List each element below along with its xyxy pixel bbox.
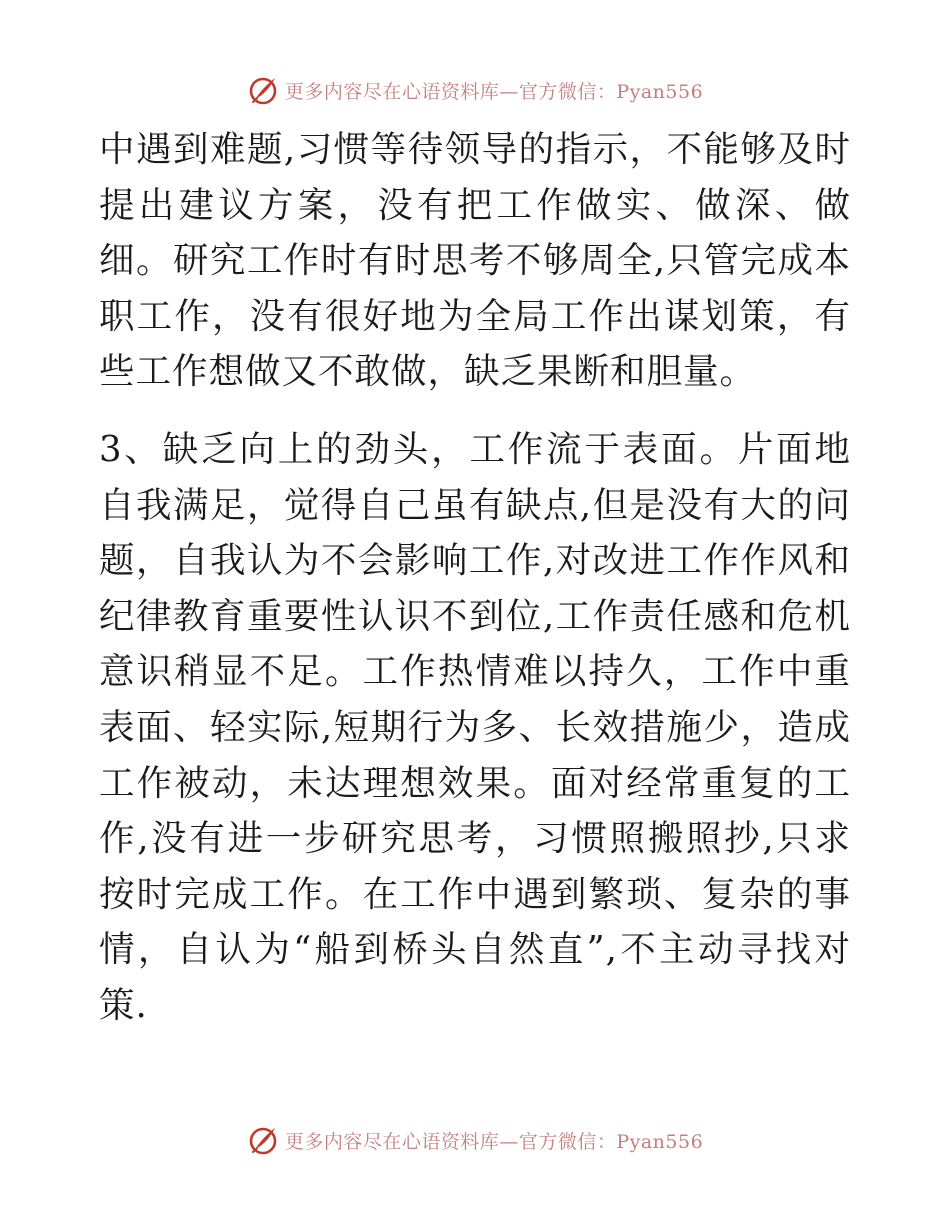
footer-banner-text: 更多内容尽在心语资料库—官方微信：Pyan556 xyxy=(284,1130,704,1153)
document-body xyxy=(99,122,851,1034)
header-banner-text: 更多内容尽在心语资料库—官方微信：Pyan556 xyxy=(284,80,704,103)
paragraph-1: 中遇到难题,习惯等待领导的指示，不能够及时提出建议方案，没有把工作做实、做深、做细。研究工作时有时思考不够周全,只管完成本职工作，没有很好地为全局工作出谋划策，有些工作想做又不敢做，缺乏果断和胆量。 xyxy=(99,129,851,393)
quill-logo-icon xyxy=(247,1124,279,1156)
paragraph-2: 3、缺乏向上的劲头，工作流于表面。片面地自我满足，觉得自己虽有缺点,但是没有大的问题，自我认为不会影响工作,对改进工作作风和纪律教育重要性认识不到位,工作责任感和危机意识稍显不足。工作热情难以持久，工作中重表面、轻实际,短期行为多、长效措施少，造成工作被动，未达理想效果。面对经常重复的工作,没有进一步研究思考，习惯照搬照抄,只求按时完成工作。在工作中遇到繁琐、复杂的事情，自认为“船到桥头自然直”,不主动寻找对策. xyxy=(99,428,851,1026)
footer-banner xyxy=(0,1122,950,1158)
header-banner xyxy=(0,72,950,108)
quill-logo-icon xyxy=(247,74,279,106)
